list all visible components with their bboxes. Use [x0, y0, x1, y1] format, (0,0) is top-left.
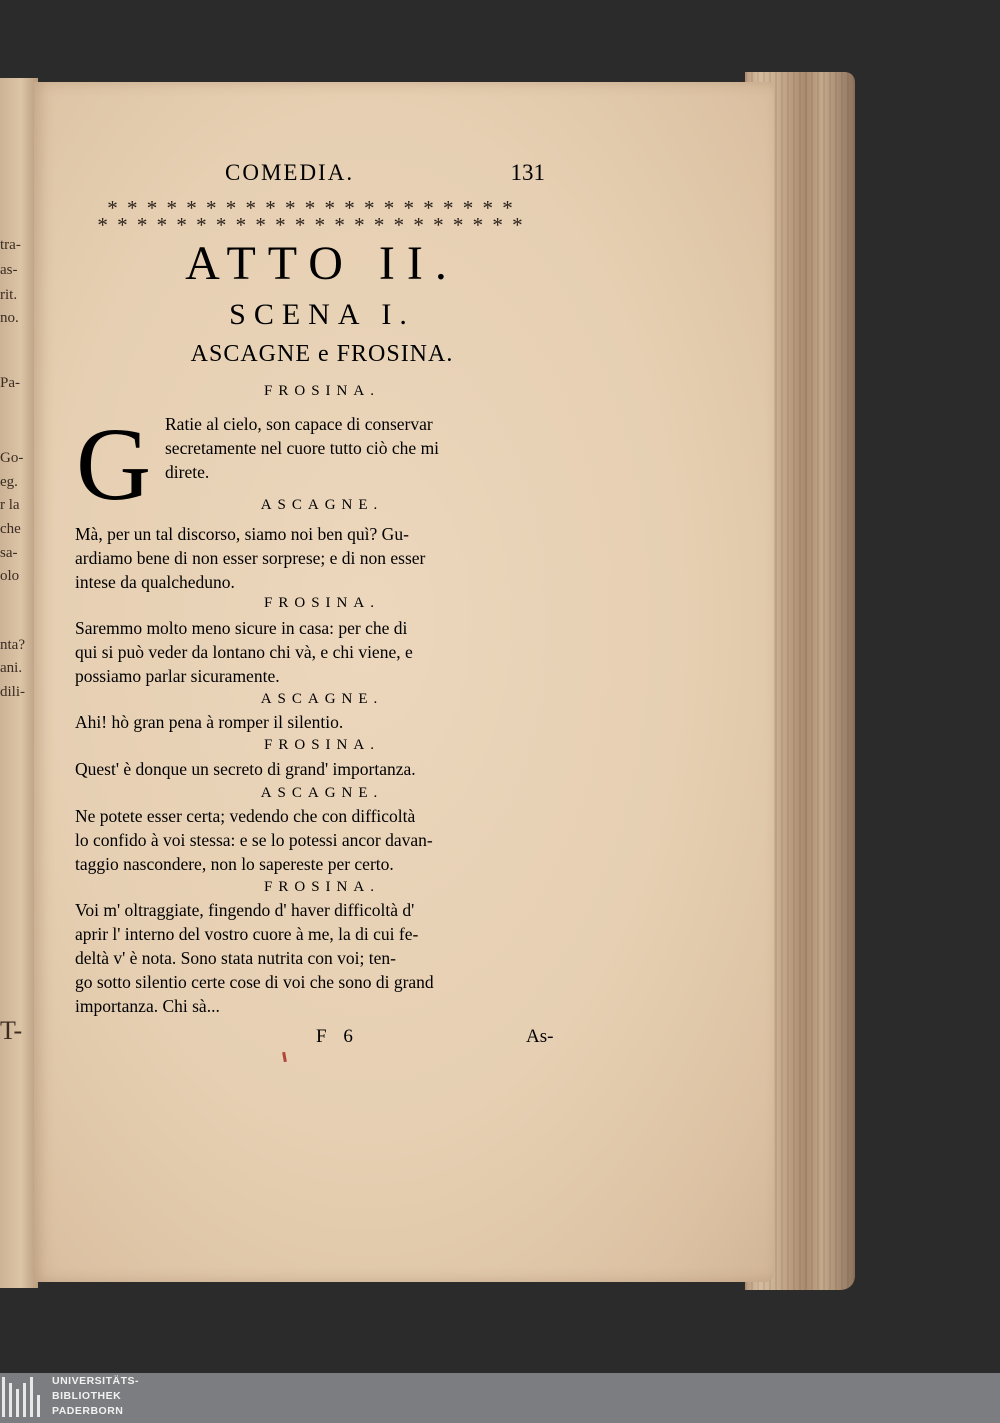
left-fragment: eg. [0, 474, 18, 490]
left-fragment: che [0, 521, 21, 537]
dialogue-line: direte. [165, 462, 210, 482]
speaker-name: ASCAGNE. [260, 497, 384, 513]
character-list: ASCAGNE e FROSINA. [190, 341, 454, 367]
left-fragment: T- [0, 1016, 23, 1045]
signature-mark: F 6 [316, 1026, 359, 1047]
dialogue-line: Quest' è donque un secreto di grand' importanza. [75, 759, 416, 779]
left-fragment: sa- [0, 545, 18, 561]
dialogue-line: Voi m' oltraggiate, fingendo d' haver difficoltà d' [75, 900, 415, 920]
left-fragment: tra- [0, 237, 21, 253]
catchword: As- [526, 1026, 554, 1047]
left-fragment: rit. [0, 287, 18, 303]
page-number: 131 [510, 160, 545, 185]
left-fragment: ani. [0, 660, 23, 676]
dialogue-line: Ratie al cielo, son capace di conservar [165, 414, 433, 434]
scene-heading: SCENA I. [229, 298, 415, 331]
left-fragment: r la [0, 497, 20, 513]
dialogue-line: Mà, per un tal discorso, siamo noi ben quì? Gu- [75, 524, 409, 544]
speaker-name: ASCAGNE. [260, 785, 384, 801]
dialogue-line: taggio nascondere, non lo sapereste per certo. [75, 854, 394, 874]
dialogue-line: intese da qualcheduno. [75, 572, 235, 592]
speaker-name: FROSINA. [264, 595, 380, 611]
dialogue-line: Ne potete esser certa; vedendo che con difficoltà [75, 806, 416, 826]
speaker-name: FROSINA. [264, 879, 380, 895]
dialogue-line: Ahi! hò gran pena à romper il silentio. [75, 712, 344, 732]
dialogue-line: lo confido à voi stessa: e se lo potessi ancor davan- [75, 830, 433, 850]
left-fragment: as- [0, 262, 18, 278]
left-fragment: nta? [0, 637, 25, 653]
dialogue-line: go sotto silentio certe cose di voi che sono di grand [75, 972, 434, 992]
library-footer-bar [0, 1373, 1000, 1423]
left-page-sliver [0, 78, 38, 1288]
running-title: COMEDIA. [225, 160, 355, 185]
dialogue-line: possiamo parlar sicuramente. [75, 666, 280, 686]
dialogue-line: importanza. Chi sà... [75, 996, 220, 1016]
dialogue-line: qui si può veder da lontano chi và, e chi viene, e [75, 642, 413, 662]
dialogue-line: ardiamo bene di non esser sorprese; e di non esser [75, 548, 426, 568]
left-fragment: dili- [0, 684, 25, 700]
star-ornament [66, 196, 556, 240]
speaker-name: FROSINA. [264, 383, 380, 399]
dialogue-line: aprir l' interno del vostro cuore à me, la di cui fe- [75, 924, 419, 944]
logo-line: UNIVERSITÄTS- [52, 1375, 140, 1387]
dialogue-line: Saremmo molto meno sicure in casa: per che di [75, 618, 408, 638]
dialogue-line: secretamente nel cuore tutto ciò che mi [165, 438, 440, 458]
ornament-row: * * * * * * * * * * * * * * * * * * * * * [107, 196, 515, 220]
dialogue-line: deltà v' è nota. Sono stata nutrita con voi; ten- [75, 948, 396, 968]
logo-line: PADERBORN [52, 1405, 124, 1417]
left-fragment: olo [0, 568, 20, 584]
speaker-name: FROSINA. [264, 737, 380, 753]
library-logo-icon [2, 1377, 46, 1417]
ornament-row: * * * * * * * * * * * * * * * * * * * * * * [97, 213, 525, 237]
left-fragment: Pa- [0, 375, 20, 391]
running-head [225, 160, 575, 190]
left-fragment: no. [0, 310, 19, 326]
speaker-name: ASCAGNE. [260, 691, 384, 707]
act-heading: ATTO II. [185, 237, 459, 290]
logo-line: BIBLIOTHEK [52, 1390, 122, 1402]
drop-cap: G [76, 407, 152, 522]
library-logo-text [52, 1374, 139, 1419]
left-fragment: Go- [0, 450, 24, 466]
